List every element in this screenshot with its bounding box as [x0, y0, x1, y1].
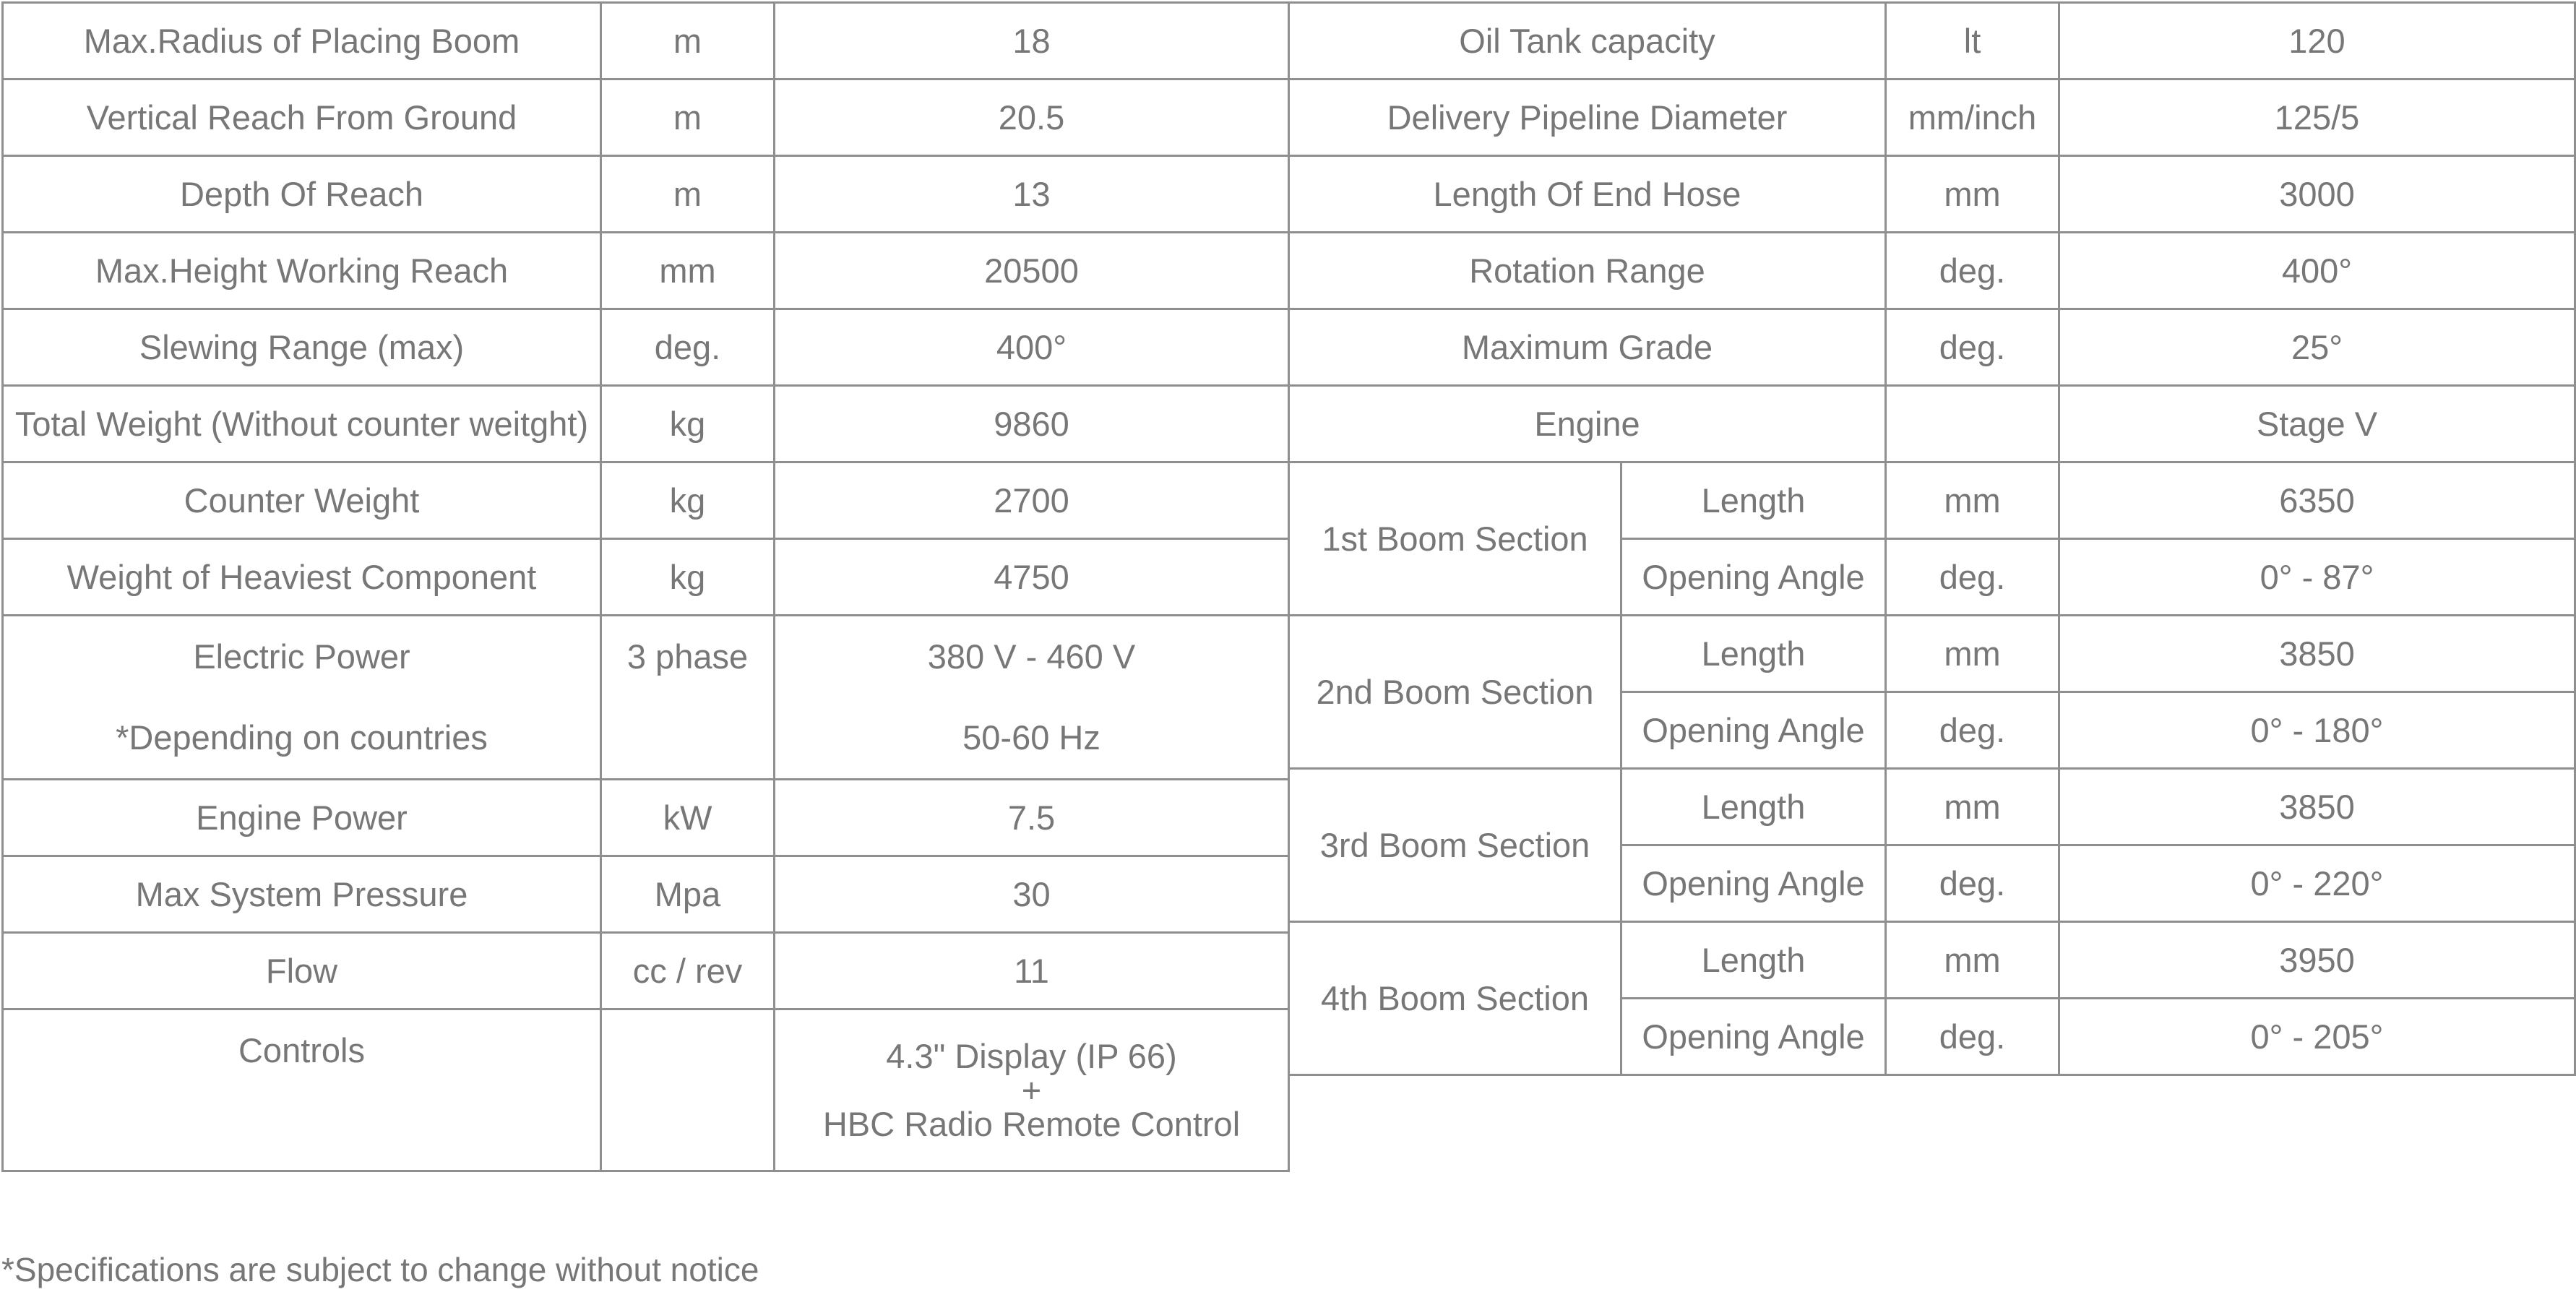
- footnote: *Specifications are subject to change without notice: [1, 1251, 759, 1288]
- spec-unit: m: [601, 79, 775, 156]
- spec-value: 125/5: [2059, 79, 2575, 156]
- boom-length-unit: mm: [1886, 922, 2059, 999]
- boom-length-row: [1289, 922, 2575, 999]
- electric-power-unit: 3 phase: [626, 637, 749, 676]
- electric-power-unit-cell: [601, 616, 775, 780]
- boom-section-label: 2nd Boom Section: [1289, 616, 1621, 769]
- table-row: [3, 462, 1289, 539]
- spec-label: Flow: [3, 933, 601, 1009]
- boom-length-row: [1289, 616, 2575, 692]
- spec-label: Engine: [1289, 386, 1886, 462]
- table-row: [1289, 3, 2575, 79]
- boom-length-value: 3950: [2059, 922, 2575, 999]
- table-row: [1289, 156, 2575, 233]
- spec-value: 25°: [2059, 309, 2575, 386]
- boom-angle-value: 0° - 205°: [2059, 999, 2575, 1075]
- table-row: [1289, 233, 2575, 309]
- electric-power-value-cell: [775, 616, 1289, 780]
- boom-length-row: [1289, 769, 2575, 845]
- table-row: [3, 233, 1289, 309]
- spec-unit: deg.: [1886, 233, 2059, 309]
- spec-label: Max System Pressure: [3, 856, 601, 933]
- boom-length-row: [1289, 462, 2575, 539]
- controls-remote: HBC Radio Remote Control: [822, 1105, 1241, 1143]
- boom-angle-unit: deg.: [1886, 692, 2059, 769]
- spec-unit: kg: [601, 386, 775, 462]
- spec-value: 20500: [775, 233, 1289, 309]
- boom-angle-unit: deg.: [1886, 999, 2059, 1075]
- spec-value: 400°: [775, 309, 1289, 386]
- boom-angle-value: 0° - 220°: [2059, 845, 2575, 922]
- boom-angle-label: Opening Angle: [1621, 845, 1886, 922]
- spec-label: Engine Power: [3, 780, 601, 856]
- controls-label-cell: [3, 1009, 601, 1171]
- spec-table-left-body: [3, 3, 1289, 1171]
- boom-angle-value: 0° - 87°: [2059, 539, 2575, 616]
- boom-section-label: 1st Boom Section: [1289, 462, 1621, 616]
- spec-unit: mm: [601, 233, 775, 309]
- table-row: [3, 780, 1289, 856]
- spec-unit: kg: [601, 462, 775, 539]
- spec-unit: deg.: [601, 309, 775, 386]
- spec-value: 2700: [775, 462, 1289, 539]
- spec-value: Stage V: [2059, 386, 2575, 462]
- boom-section-label: 4th Boom Section: [1289, 922, 1621, 1075]
- controls-display: 4.3" Display (IP 66): [886, 1037, 1177, 1075]
- spec-label: Max.Height Working Reach: [3, 233, 601, 309]
- boom-length-unit: mm: [1886, 616, 2059, 692]
- spec-value: 30: [775, 856, 1289, 933]
- spec-unit: kW: [601, 780, 775, 856]
- electric-power-label-cell: [3, 616, 601, 780]
- spec-value: 11: [775, 933, 1289, 1009]
- spec-value: 400°: [2059, 233, 2575, 309]
- spec-label: Total Weight (Without counter weitght): [3, 386, 601, 462]
- table-row: [3, 933, 1289, 1009]
- spec-value: 120: [2059, 3, 2575, 79]
- spec-unit: Mpa: [601, 856, 775, 933]
- spec-value: 3000: [2059, 156, 2575, 233]
- boom-angle-unit: deg.: [1886, 845, 2059, 922]
- controls-plus: +: [1021, 1071, 1042, 1109]
- boom-length-unit: mm: [1886, 769, 2059, 845]
- table-row: [1289, 386, 2575, 462]
- spec-table-right-body: [1289, 3, 2575, 1075]
- spec-label: Maximum Grade: [1289, 309, 1886, 386]
- spec-unit: m: [601, 156, 775, 233]
- boom-length-value: 3850: [2059, 616, 2575, 692]
- electric-power-note: *Depending on countries: [116, 718, 488, 757]
- spec-table-left: [1, 1, 1290, 1172]
- spec-label: Slewing Range (max): [3, 309, 601, 386]
- spec-unit: [1886, 386, 2059, 462]
- spec-label: Counter Weight: [3, 462, 601, 539]
- spec-value: 20.5: [775, 79, 1289, 156]
- spec-unit: deg.: [1886, 309, 2059, 386]
- table-row: [3, 539, 1289, 616]
- boom-angle-label: Opening Angle: [1621, 539, 1886, 616]
- spec-label: Oil Tank capacity: [1289, 3, 1886, 79]
- spec-label: Vertical Reach From Ground: [3, 79, 601, 156]
- boom-length-value: 3850: [2059, 769, 2575, 845]
- boom-length-label: Length: [1621, 922, 1886, 999]
- spec-table-right: [1288, 1, 2576, 1076]
- table-row: [3, 309, 1289, 386]
- spec-unit: m: [601, 3, 775, 79]
- spec-label: Rotation Range: [1289, 233, 1886, 309]
- controls-label: Controls: [238, 1031, 365, 1069]
- electric-power-label: Electric Power: [193, 637, 410, 676]
- boom-angle-value: 0° - 180°: [2059, 692, 2575, 769]
- spec-value: 4750: [775, 539, 1289, 616]
- electric-power-voltage: 380 V - 460 V: [927, 637, 1136, 676]
- table-row: [3, 156, 1289, 233]
- spec-label: Length Of End Hose: [1289, 156, 1886, 233]
- spec-unit: cc / rev: [601, 933, 775, 1009]
- spec-unit: mm: [1886, 156, 2059, 233]
- spec-unit: lt: [1886, 3, 2059, 79]
- spec-value: 13: [775, 156, 1289, 233]
- boom-length-unit: mm: [1886, 462, 2059, 539]
- controls-row: [3, 1009, 1289, 1171]
- table-row: [3, 3, 1289, 79]
- boom-length-label: Length: [1621, 462, 1886, 539]
- table-row: [3, 856, 1289, 933]
- spec-label: Depth Of Reach: [3, 156, 601, 233]
- boom-length-label: Length: [1621, 769, 1886, 845]
- table-row: [1289, 309, 2575, 386]
- boom-angle-label: Opening Angle: [1621, 999, 1886, 1075]
- spec-label: Delivery Pipeline Diameter: [1289, 79, 1886, 156]
- spec-label: Max.Radius of Placing Boom: [3, 3, 601, 79]
- electric-power-frequency: 50-60 Hz: [962, 718, 1100, 757]
- boom-length-label: Length: [1621, 616, 1886, 692]
- table-row: [3, 386, 1289, 462]
- spec-value: 18: [775, 3, 1289, 79]
- table-row: [1289, 79, 2575, 156]
- spec-value: 7.5: [775, 780, 1289, 856]
- controls-value-cell: [775, 1009, 1289, 1171]
- boom-section-label: 3rd Boom Section: [1289, 769, 1621, 922]
- spec-label: Weight of Heaviest Component: [3, 539, 601, 616]
- electric-power-row: [3, 616, 1289, 780]
- controls-unit: [601, 1009, 775, 1171]
- boom-length-value: 6350: [2059, 462, 2575, 539]
- spec-value: 9860: [775, 386, 1289, 462]
- table-row: [3, 79, 1289, 156]
- boom-angle-unit: deg.: [1886, 539, 2059, 616]
- spec-unit: kg: [601, 539, 775, 616]
- spec-unit: mm/inch: [1886, 79, 2059, 156]
- boom-angle-label: Opening Angle: [1621, 692, 1886, 769]
